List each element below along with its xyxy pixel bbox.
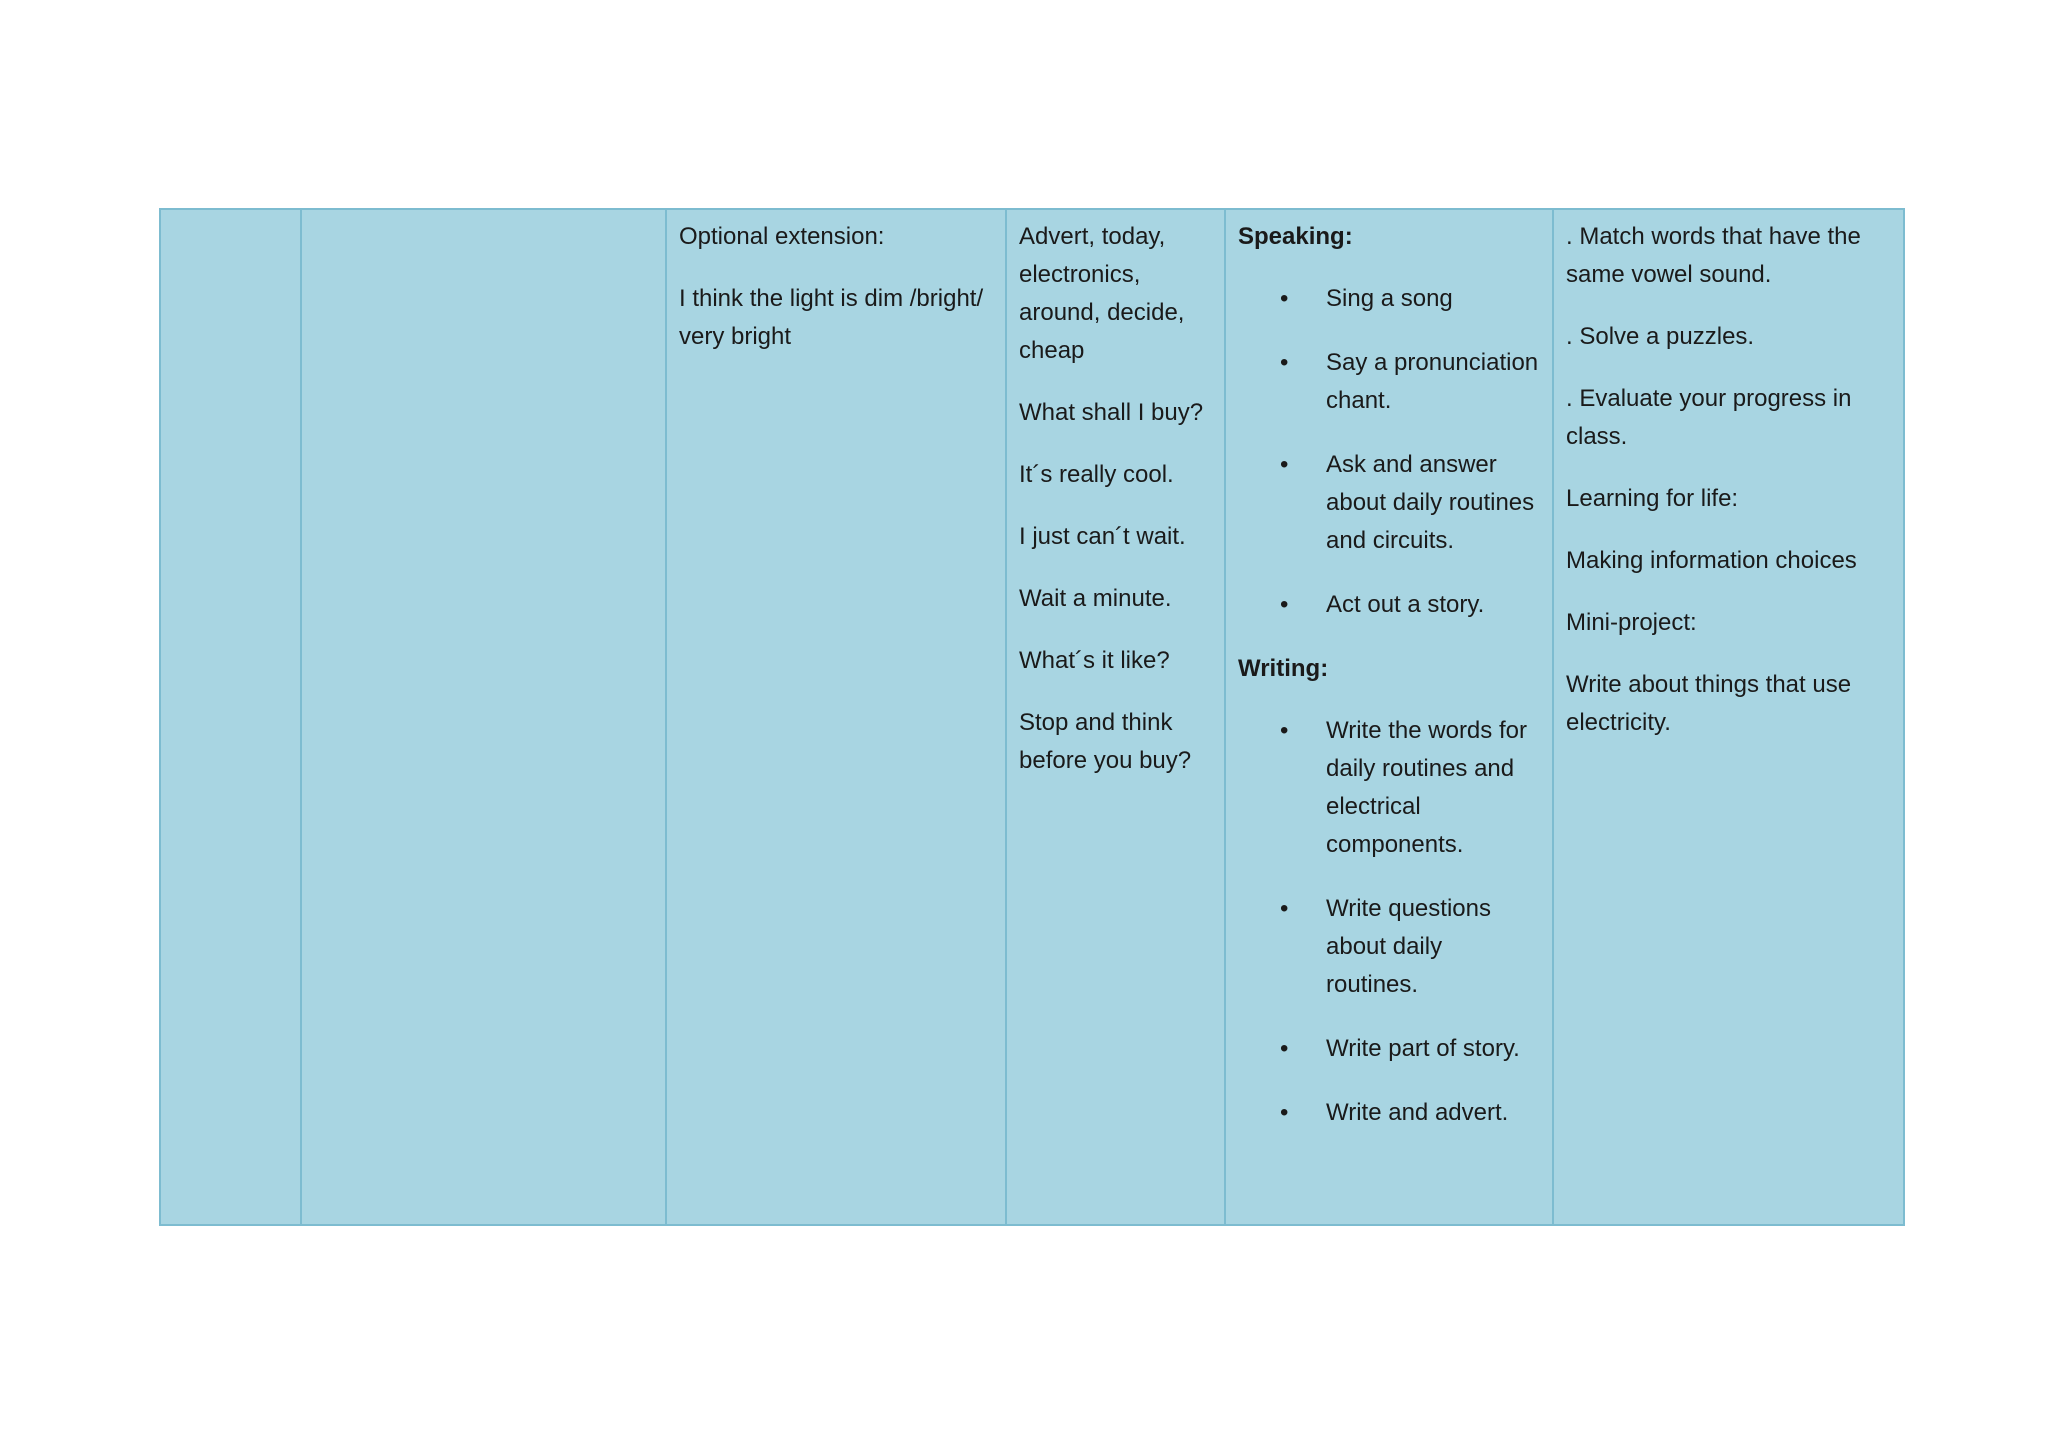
language-item: Wait a minute. [1019,585,1172,612]
writing-list [1238,712,1540,1132]
speaking-heading: Speaking: [1238,223,1353,250]
language-item: What´s it like? [1019,647,1170,674]
list-item: • Say a pronunciation chant. [1238,344,1540,420]
list-item: • Act out a story. [1238,586,1540,624]
writing-heading: Writing: [1238,655,1329,682]
list-item: • Sing a song [1238,280,1540,318]
language-cell [1006,209,1225,1225]
empty-cell-2 [301,209,666,1225]
activity-item: Making information choices [1566,547,1857,574]
activities-cell [1553,209,1904,1225]
language-item: It´s really cool. [1019,461,1174,488]
list-item: • Write questions about daily routines. [1238,890,1540,1004]
skills-cell [1225,209,1553,1225]
empty-cell-1 [160,209,301,1225]
language-item: Stop and think before you buy? [1019,709,1192,774]
list-item: • Write and advert. [1238,1094,1540,1132]
activity-item: Learning for life: [1566,485,1739,512]
optional-extension-label: Optional extension: [679,223,885,250]
optional-extension-cell [666,209,1006,1225]
optional-extension-text: I think the light is dim /bright/ very bright [679,285,984,350]
language-item: Advert, today, electronics, around, decide, cheap [1019,223,1185,364]
activity-item: . Solve a puzzles. [1566,323,1755,350]
language-item: I just can´t wait. [1019,523,1186,550]
list-item: • Write the words for daily routines and electrical components. [1238,712,1540,864]
activity-item: Mini-project: [1566,609,1697,636]
activity-item: . Match words that have the same vowel sound. [1566,223,1861,288]
language-item: What shall I buy? [1019,399,1204,426]
list-item: • Write part of story. [1238,1030,1540,1068]
lesson-plan-table [159,208,1905,1226]
table-row [160,209,1904,1225]
activity-item: . Evaluate your progress in class. [1566,385,1852,450]
activity-item: Write about things that use electricity. [1566,671,1852,736]
speaking-list [1238,280,1540,624]
list-item: • Ask and answer about daily routines and circuits. [1238,446,1540,560]
